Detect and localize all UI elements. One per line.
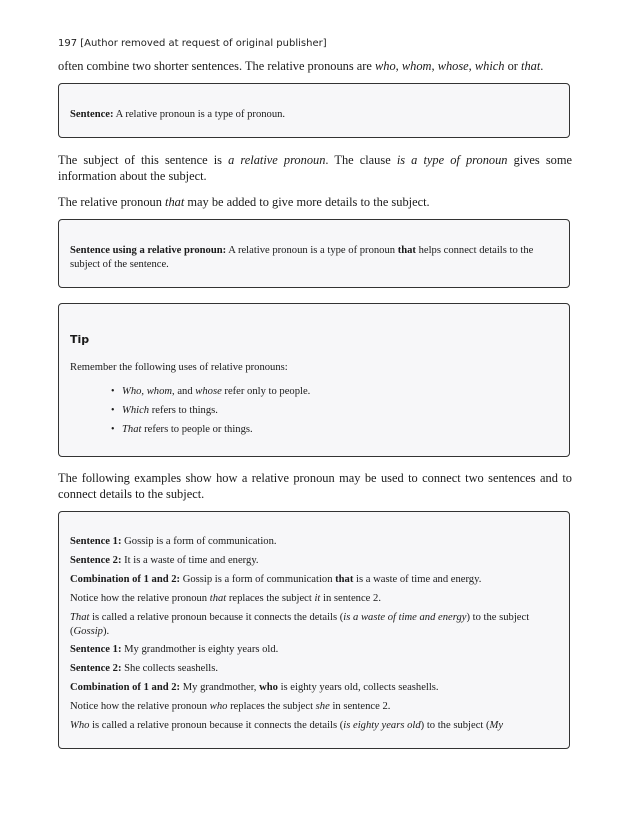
examples-intro-paragraph: The following examples show how a relative pronoun may be used to connect two sentences and to connect details to the subject.	[58, 471, 572, 501]
example-sentence-2: Sentence 2: It is a waste of time and energy.	[70, 555, 259, 566]
example-sentence-2: Sentence 2: She collects seashells.	[70, 663, 218, 674]
intro-paragraph: often combine two shorter sentences. The relative pronouns are who, whom, whose, which or that.	[58, 59, 544, 73]
sentence-example: Sentence: A relative pronoun is a type of pronoun.	[70, 109, 286, 120]
examples-box	[58, 511, 570, 749]
example-combination: Combination of 1 and 2: My grandmother, who is eighty years old, collects seashells.	[70, 682, 439, 693]
example-explanation: Who is called a relative pronoun because it connects the details (is eighty years old) to the subject (My	[70, 720, 504, 731]
relative-pronoun-paragraph: The relative pronoun that may be added to give more details to the subject.	[58, 195, 430, 209]
bullet-symbol: •	[111, 386, 115, 397]
tip-bullet-that: That refers to people or things.	[122, 424, 253, 435]
example-sentence-1: Sentence 1: Gossip is a form of communication.	[70, 536, 277, 547]
tip-intro: Remember the following uses of relative pronouns:	[70, 362, 288, 373]
example-notice: Notice how the relative pronoun that replaces the subject it in sentence 2.	[70, 593, 381, 604]
example-combination: Combination of 1 and 2: Gossip is a form of communication that is a waste of time and energy.	[70, 574, 482, 585]
example-notice: Notice how the relative pronoun who replaces the subject she in sentence 2.	[70, 701, 391, 712]
subject-paragraph: The subject of this sentence is a relative pronoun. The clause is a type of pronoun gives some information about the subject.	[58, 153, 572, 183]
relative-pronoun-sentence-box	[58, 219, 570, 288]
example-explanation: That is called a relative pronoun because it connects the details (is a waste of time and energy) to the subject (Gossip).	[70, 612, 530, 637]
tip-title: Tip	[70, 333, 90, 346]
sentence-box	[58, 83, 570, 138]
bullet-symbol: •	[111, 424, 115, 435]
tip-bullet-which: Which refers to things.	[122, 405, 218, 416]
relative-pronoun-sentence: Sentence using a relative pronoun: A relative pronoun is a type of pronoun that helps connect details to the subject of the sentence.	[70, 245, 534, 270]
tip-bullet-who: Who, whom, and whose refer only to people.	[122, 386, 311, 397]
bullet-symbol: •	[111, 405, 115, 416]
page-header: 197 [Author removed at request of original publisher]	[58, 38, 327, 49]
example-sentence-1: Sentence 1: My grandmother is eighty years old.	[70, 644, 279, 655]
tip-box	[58, 303, 570, 457]
